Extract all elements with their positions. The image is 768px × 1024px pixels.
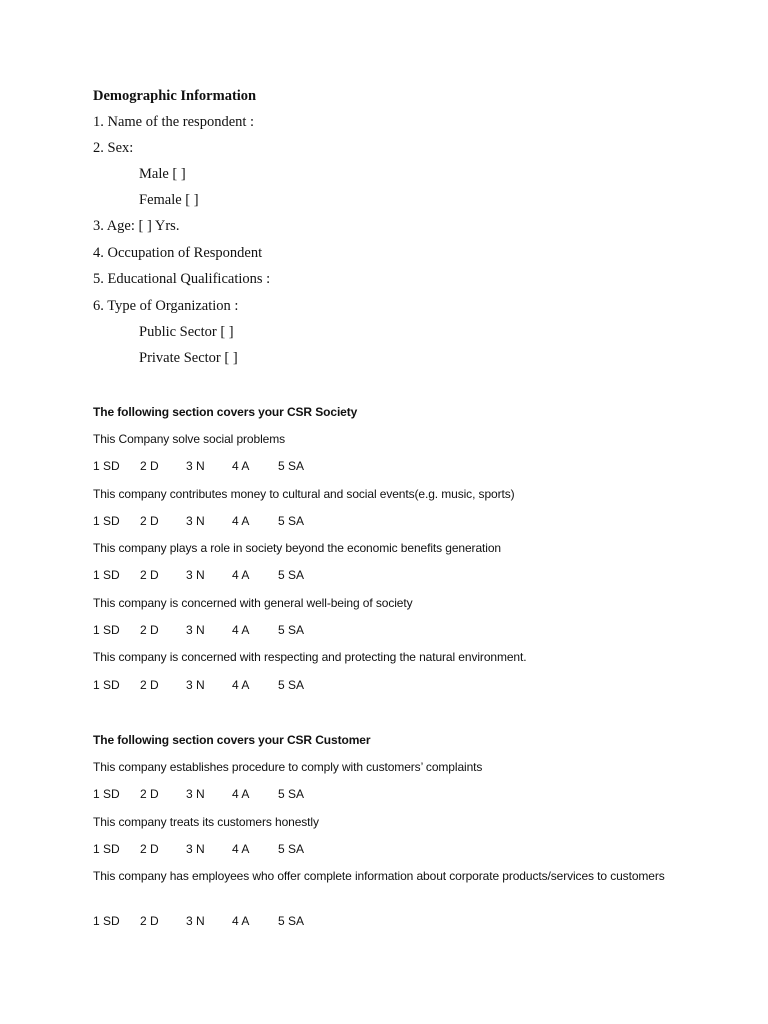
scale-option-d: 2 D [140, 623, 159, 637]
scale-option-n: 3 N [186, 678, 205, 692]
scale-option-sa: 5 SA [278, 459, 305, 473]
scale-option-d: 2 D [140, 842, 159, 856]
csr-society-item-4: This company is concerned with general well-being of society [93, 596, 413, 610]
scale-option-a: 4 A [232, 842, 250, 856]
scale-option-sd: 1 SD [93, 914, 120, 928]
scale-option-a: 4 A [232, 623, 250, 637]
scale-option-sd: 1 SD [93, 568, 120, 582]
csr-society-heading: The following section covers your CSR Society [93, 405, 358, 419]
scale-option-n: 3 N [186, 914, 205, 928]
question-education: 5. Educational Qualifications : [93, 271, 271, 287]
csr-society-item-2: This company contributes money to cultural and social events(e.g. music, sports) [93, 487, 515, 501]
csr-society-item-5: This company is concerned with respecting and protecting the natural environment. [93, 650, 527, 664]
scale-option-sd: 1 SD [93, 514, 120, 528]
scale-option-sa: 5 SA [278, 914, 305, 928]
demographic-title: Demographic Information [93, 88, 257, 104]
scale-option-n: 3 N [186, 623, 205, 637]
csr-customer-item-3: This company has employees who offer complete information about corporate products/services to customers [93, 869, 665, 883]
scale-option-sa: 5 SA [278, 623, 305, 637]
csr-customer-item-1: This company establishes procedure to comply with customers’ complaints [93, 760, 483, 774]
scale-option-sd: 1 SD [93, 678, 120, 692]
scale-option-a: 4 A [232, 678, 250, 692]
scale-option-sa: 5 SA [278, 514, 305, 528]
csr-customer-item-2: This company treats its customers honestly [93, 815, 319, 829]
scale-option-sa: 5 SA [278, 787, 305, 801]
scale-option-sd: 1 SD [93, 842, 120, 856]
scale-option-sa: 5 SA [278, 568, 305, 582]
scale-option-d: 2 D [140, 914, 159, 928]
scale-option-a: 4 A [232, 787, 250, 801]
scale-option-sd: 1 SD [93, 787, 120, 801]
scale-option-d: 2 D [140, 514, 159, 528]
scale-option-n: 3 N [186, 842, 205, 856]
scale-option-a: 4 A [232, 914, 250, 928]
scale-option-n: 3 N [186, 787, 205, 801]
csr-society-item-1: This Company solve social problems [93, 432, 286, 446]
scale-option-d: 2 D [140, 787, 159, 801]
option-public-sector: Public Sector [ ] [139, 324, 234, 340]
option-female: Female [ ] [139, 192, 199, 208]
scale-option-n: 3 N [186, 459, 205, 473]
scale-option-sa: 5 SA [278, 678, 305, 692]
question-occupation: 4. Occupation of Respondent [93, 245, 263, 261]
scale-option-d: 2 D [140, 568, 159, 582]
scale-option-sa: 5 SA [278, 842, 305, 856]
question-organization-type: 6. Type of Organization : [93, 298, 239, 314]
scale-option-a: 4 A [232, 568, 250, 582]
question-name: 1. Name of the respondent : [93, 114, 255, 130]
csr-society-item-3: This company plays a role in society beyond the economic benefits generation [93, 541, 501, 555]
scale-option-a: 4 A [232, 459, 250, 473]
scale-option-a: 4 A [232, 514, 250, 528]
scale-option-sd: 1 SD [93, 623, 120, 637]
option-private-sector: Private Sector [ ] [139, 350, 238, 366]
scale-option-n: 3 N [186, 568, 205, 582]
scale-option-n: 3 N [186, 514, 205, 528]
scale-option-sd: 1 SD [93, 459, 120, 473]
question-age: 3. Age: [ ] Yrs. [93, 218, 180, 234]
scale-option-d: 2 D [140, 459, 159, 473]
option-male: Male [ ] [139, 166, 186, 182]
question-sex: 2. Sex: [93, 140, 134, 156]
scale-option-d: 2 D [140, 678, 159, 692]
csr-customer-heading: The following section covers your CSR Customer [93, 733, 371, 747]
